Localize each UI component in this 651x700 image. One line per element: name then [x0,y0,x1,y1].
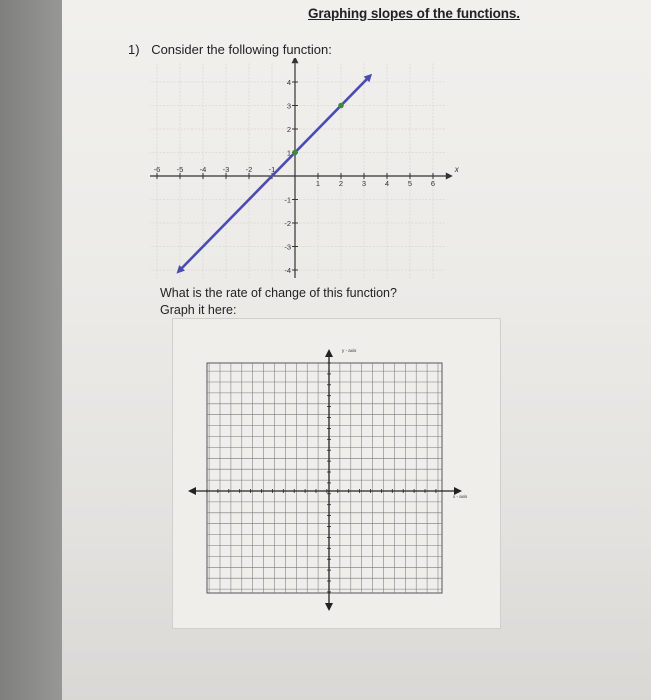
x-axis-label: x [454,165,459,174]
question-number: 1) [128,42,140,57]
x-axis-label: x - axis [453,494,468,499]
y-tick-label: -1 [284,195,291,205]
y-axis-arrow [292,58,299,63]
y-axis-label: y - axis [342,348,357,353]
x-tick-label: 3 [361,179,367,188]
function-point [338,103,344,109]
x-tick-label: 6 [430,179,436,188]
background-shadow [0,0,62,700]
function-graph [150,58,470,278]
x-tick-label: 2 [338,179,344,188]
graph-tick-labels [154,58,460,275]
graph-axes [150,58,453,278]
x-axis-arrow [446,173,453,180]
y-tick-label: 3 [286,101,291,111]
x-tick-label: -6 [153,165,161,174]
x-tick-label: -3 [222,165,230,174]
y-tick-label: -2 [284,219,291,228]
graph-box [173,319,501,629]
y-tick-label: -3 [284,242,291,252]
worksheet-title: Graphing slopes of the functions. [308,6,520,21]
y-tick-label: 2 [286,125,291,134]
x-tick-label: -1 [268,165,276,174]
graph-grid [150,63,447,278]
question-1 [128,42,332,57]
blank-graph-area[interactable] [172,318,502,630]
x-tick-label: -4 [199,165,207,174]
x-tick-label: -2 [245,165,253,174]
y-tick-label: 1 [286,148,291,158]
function-point [292,150,298,156]
graph-prompt: Graph it here: [160,303,237,317]
rate-of-change-prompt: What is the rate of change of this function? [160,286,397,300]
y-tick-label: 4 [286,78,291,87]
x-tick-label: 4 [384,179,390,188]
x-tick-label: 1 [315,179,321,188]
x-tick-label: 5 [407,179,413,188]
y-tick-label: -4 [284,266,291,275]
question-text: Consider the following function: [151,42,332,57]
x-tick-label: -5 [176,165,184,174]
